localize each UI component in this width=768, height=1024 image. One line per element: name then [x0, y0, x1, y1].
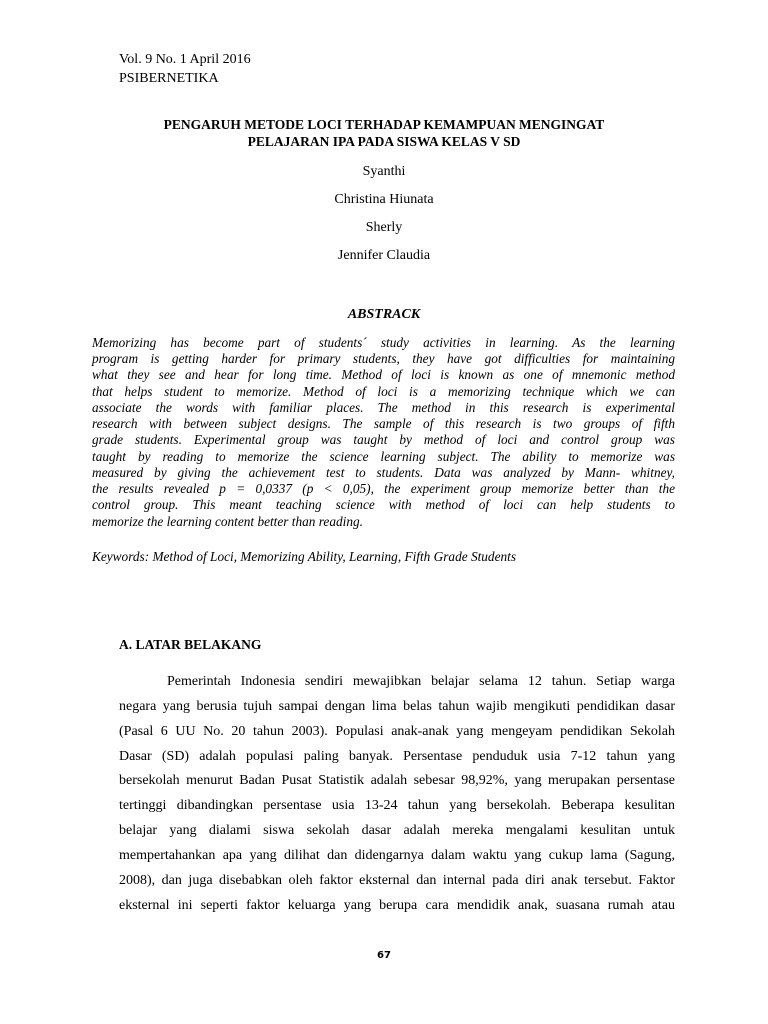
abstract-line: grade students. Experimental group was taught by method of loci and control group was: [92, 432, 675, 447]
author-name: Jennifer Claudia: [337, 248, 431, 263]
author-name: Sherly: [365, 220, 403, 235]
body-text-line: eksternal ini seperti faktor keluarga yang berupa cara mendidik anak, suasana rumah atau: [119, 898, 675, 913]
body-text-line: Pemerintah Indonesia sendiri mewajibkan belajar selama 12 tahun. Setiap warga: [167, 674, 675, 689]
section-heading: A. LATAR BELAKANG: [119, 637, 262, 652]
journal-name: PSIBERNETIKA: [119, 71, 219, 86]
body-text-line: tertinggi dibandingkan persentase usia 13-24 tahun yang bersekolah. Beberapa kesulitan: [119, 798, 675, 813]
abstract-line: Memorizing has become part of students´ study activities in learning. As the learning: [92, 335, 675, 350]
body-text-line: bersekolah menurut Badan Pusat Statistik adalah sebesar 98,92%, yang merupakan persentase: [119, 773, 675, 788]
body-text-line: (Pasal 6 UU No. 20 tahun 2003). Populasi anak-anak yang mengeyam pendidikan Sekolah: [119, 724, 675, 739]
abstract-line: control group. This meant teaching science with method of loci can help students to: [92, 497, 675, 512]
paper-title-line-2: PELAJARAN IPA PADA SISWA KELAS V SD: [247, 134, 521, 149]
abstract-heading: ABSTRACK: [347, 307, 421, 322]
body-text-line: mempertahankan apa yang dilihat dan didengarnya dalam waktu yang cukup lama (Sagung,: [119, 848, 675, 863]
abstract-line: the results revealed p = 0,0337 (p < 0,05), the experiment group memorize better than the: [92, 481, 675, 496]
abstract-line: program is getting harder for primary students, they have got difficulties for maintaining: [92, 351, 675, 366]
author-name: Syanthi: [362, 164, 406, 179]
abstract-line: associate the words with familiar places. The method in this research is experimental: [92, 400, 675, 415]
keywords: Keywords: Method of Loci, Memorizing Ability, Learning, Fifth Grade Students: [92, 549, 517, 564]
body-text-line: Dasar (SD) adalah populasi paling banyak. Persentase penduduk usia 7-12 tahun yang: [119, 749, 675, 764]
abstract-line: what they see and hear for long time. Method of loci is known as one of mnemonic method: [92, 367, 675, 382]
abstract-line: measured by giving the achievement test to students. Data was analyzed by Mann- whitney,: [92, 465, 675, 480]
volume-info: Vol. 9 No. 1 April 2016: [119, 52, 251, 67]
paper-title-line-1: PENGARUH METODE LOCI TERHADAP KEMAMPUAN MENGINGAT: [163, 117, 605, 132]
author-name: Christina Hiunata: [334, 192, 434, 207]
body-text-line: belajar yang dialami siswa sekolah dasar adalah mereka mengalami kesulitan untuk: [119, 823, 675, 838]
body-text-line: negara yang berusia tujuh sampai dengan lima belas tahun wajib mengikuti pendidikan dasar: [119, 699, 675, 714]
abstract-line: research with between subject designs. The sample of this research is two groups of fifth: [92, 416, 675, 431]
page-number: 67: [377, 950, 391, 961]
abstract-line: memorize the learning content better than reading.: [92, 514, 363, 529]
body-text-line: 2008), dan juga disebabkan oleh faktor eksternal dan internal pada diri anak tersebut. Faktor: [119, 873, 675, 888]
abstract-line: taught by reading to memorize the science learning subject. The ability to memorize was: [92, 449, 675, 464]
abstract-line: that helps student to memorize. Method of loci is a memorizing technique which we can: [92, 384, 675, 399]
